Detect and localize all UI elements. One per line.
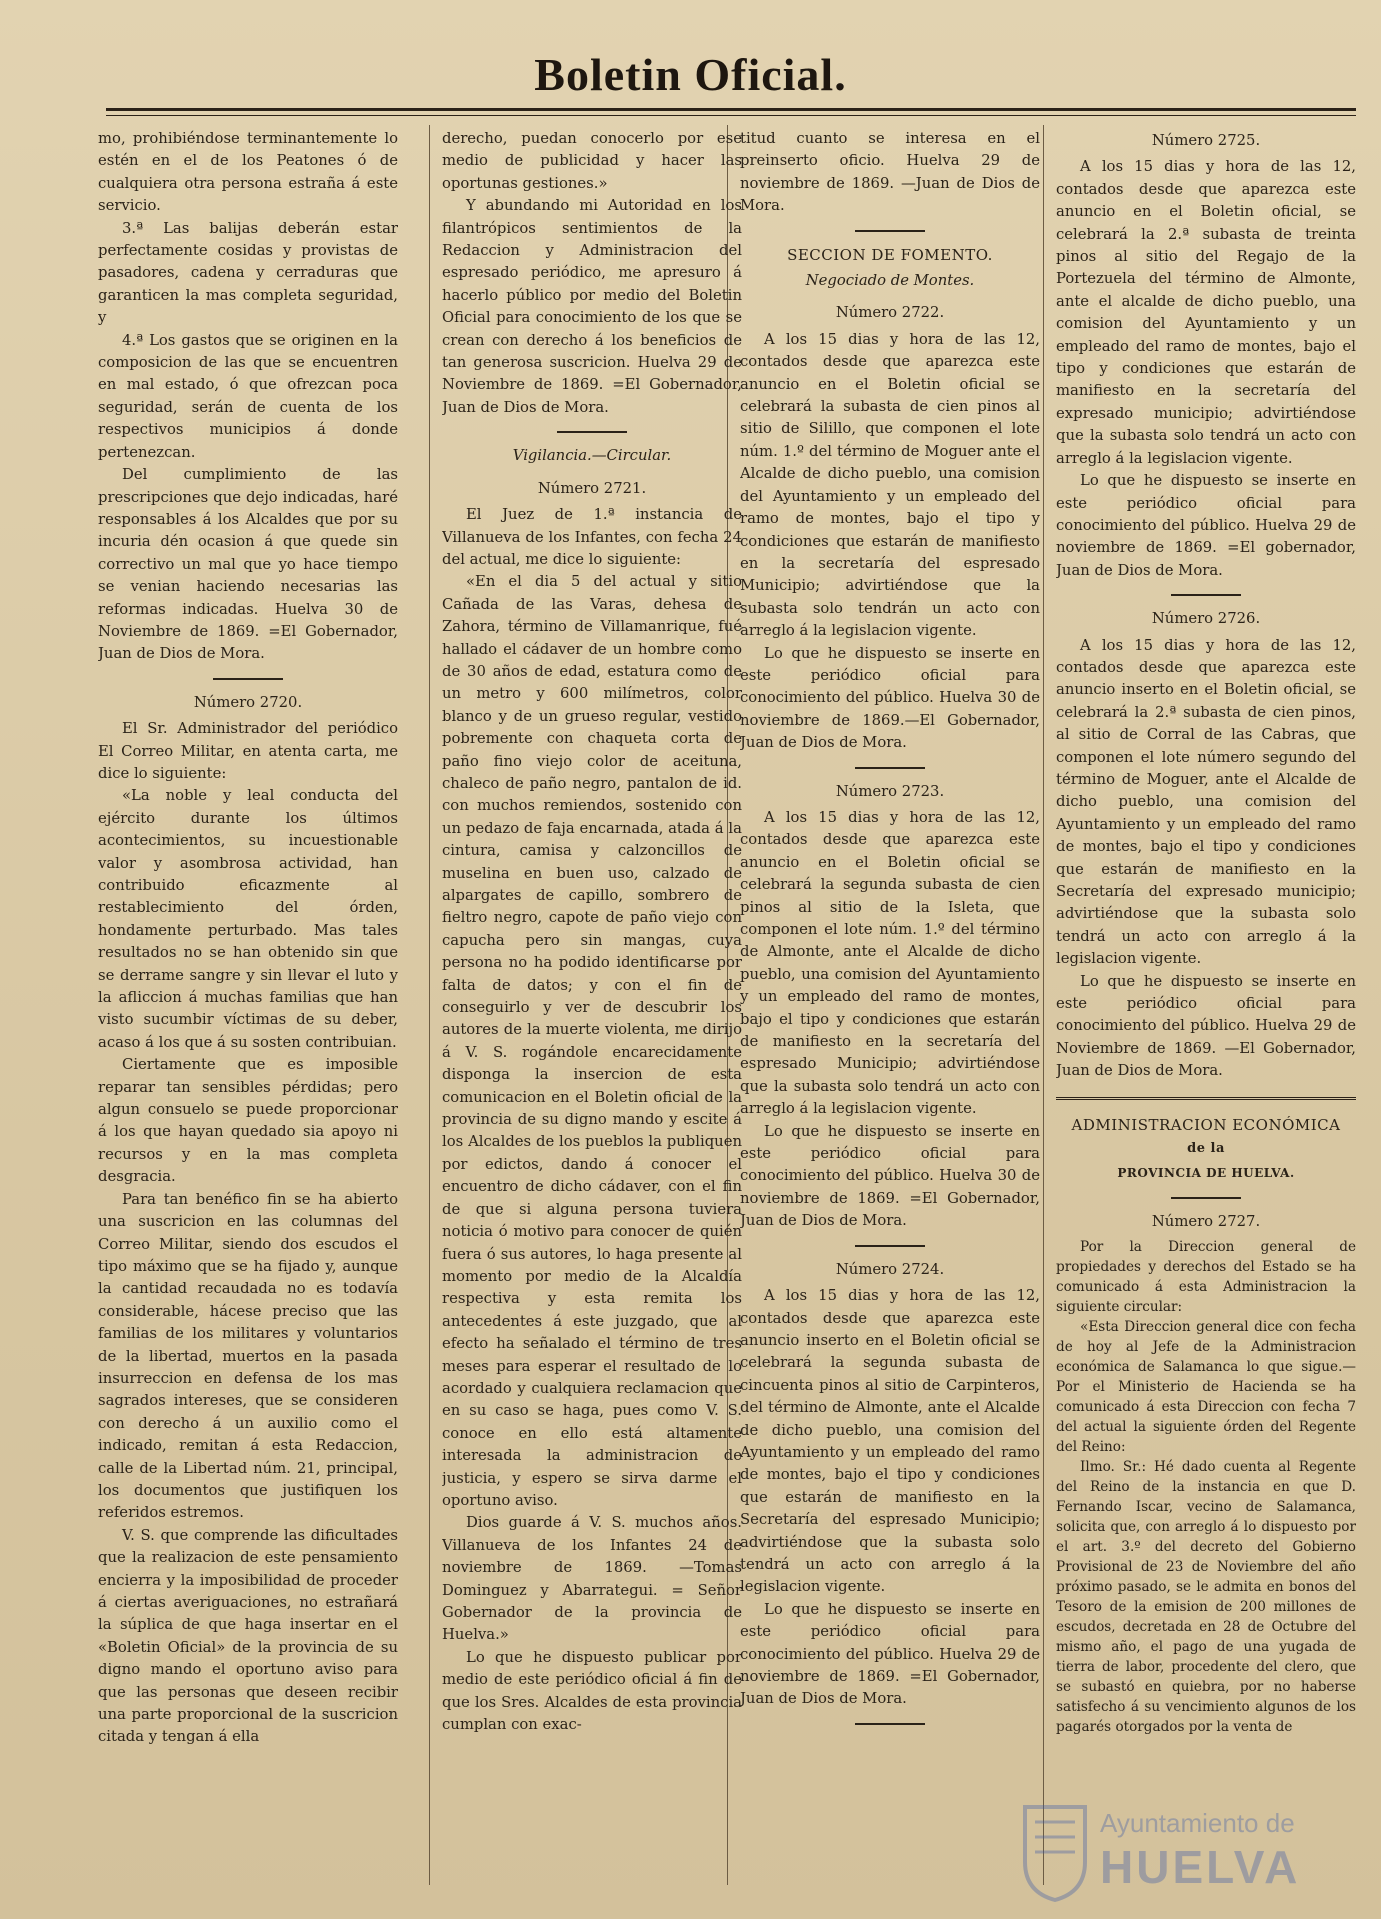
column-3 bbox=[740, 128, 1040, 1888]
separator bbox=[855, 767, 925, 769]
paragraph: A los 15 dias y hora de las 12, contados desde que aparezca este anuncio en el Boletin oficial se celebrará la segunda subasta de cien pinos al sitio de la Isleta, que componen el lote núm. 1.º del término de Almonte, ante el Alcalde de dicho pueblo, una comision del Ayuntamiento y un empleado del ramo de montes, bajo el tipo y condiciones que estarán de manifiesto en la secretaría del espresado Municipio; advirtiéndose que la subasta solo tendrá un acto con arreglo á la legislacion vigente. bbox=[740, 808, 1040, 1118]
paragraph: «En el dia 5 del actual y sitio Cañada de las Varas, dehesa de Zahora, término de Villamanrique, fué hallado el cádaver de un hombre como de 30 años de edad, estatura como de un metro y 600 milímetros, color blanco y de un grueso regular, vestido pobremente con chaqueta corta de paño fino viejo color de aceituna, chaleco de paño negro, pantalon de id. con muchos remiendos, sostenido con un pedazo de faja encarnada, atada á la cintura, camisa y calzoncillos de muselina en buen uso, calzado de alpargates de capillo, sombrero de fieltro negro, capote de paño viejo con capucha pero sin mangas, cuya persona no ha podido identificarse por falta de datos; y con el fin de conseguirlo y ver de descubrir los autores de la muerte violenta, me dirijo á V. S. rogándole encarecidamente disponga la insercion de esta comunicacion en el Boletin oficial de la provincia de su digno mando y escite á los Alcaldes de los pueblos la publiquen por edictos, dando á conocer el encuentro de dicho cádaver, con el fin de que si alguna persona tuviera noticia ó motivo para conocer de quién fuera ó sus autores, lo haga presente al momento por medio de la Alcaldía respectiva y esta remita los antecedentes á este juzgado, que al efecto ha señalado el término de tres meses para esperar el resultado de lo acordado y cualquiera reclamacion que en su caso se haga, pues como V. S. conoce en ello está altamente interesada la administracion de justicia, y espero se sirva darme el oportuno aviso. bbox=[442, 573, 742, 1509]
paragraph: V. S. que comprende las dificultades que la realizacion de este pensamiento encierra y la imposibilidad de proceder á ciertas averiguaciones, no estrañará la súplica de que haga insertar en el «Boletin Oficial» de la provincia de su digno mando el oportuno aviso para que las personas que deseen recibir una parte proporcional de la suscricion citada y tengan á ella bbox=[98, 1526, 398, 1746]
paragraph: titud cuanto se interesa en el preinserto oficio. Huelva 29 de noviembre de 1869. —Juan de Dios de Mora. bbox=[740, 130, 1040, 215]
paragraph: A los 15 dias y hora de las 12, contados desde que aparezca este anuncio en el Boletin oficial se celebrará la subasta de cien pinos al sitio de Silillo, que componen el lote núm. 1.º del término de Moguer ante el Alcalde de dicho pueblo, una comision del Ayuntamiento y un empleado del ramo de montes, bajo el tipo y condiciones que estarán de manifiesto en la secretaría del espresado Municipio; advirtiéndose que la subasta solo tendrán un acto con arreglo á la legislacion vigente. bbox=[740, 330, 1040, 640]
page-title: Boletin Oficial. bbox=[534, 49, 847, 100]
notice-number: Número 2720. bbox=[193, 693, 303, 711]
paragraph: Lo que he dispuesto se inserte en este periódico oficial para conocimiento del público. Huelva 29 de Noviembre de 1869. —El Gobernador, Juan de Dios de Mora. bbox=[1056, 972, 1356, 1080]
paragraph: Lo que he dispuesto se inserte en este periódico oficial para conocimiento del público. Huelva 29 de noviembre de 1869. =El gobernador, Juan de Dios de Mora. bbox=[1056, 472, 1356, 579]
header-rule-thin bbox=[106, 115, 1356, 116]
paragraph: Del cumplimiento de las prescripciones que dejo indicadas, haré responsables á los Alcaldes que por su incuria dén ocasion á que quede sin correctivo un mal que yo hace tiempo se venian haciendo necesarias las reformas indicadas. Huelva 30 de Noviembre de 1869. =El Gobernador, Juan de Dios de Mora. bbox=[98, 466, 398, 663]
notice-number: Número 2723. bbox=[835, 782, 945, 800]
paragraph: El Sr. Administrador del periódico El Correo Militar, en atenta carta, me dice lo siguiente: bbox=[98, 720, 398, 782]
paragraph: A los 15 dias y hora de las 12, contados desde que aparezca este anuncio inserto en el Boletin oficial se celebrará la segunda subasta de cincuenta pinos al sitio de Carpinteros, del término de Almonte, ante el Alcalde de dicho pueblo, una comision del Ayuntamiento y un empleado del ramo de montes, bajo el tipo y condiciones que estarán de manifiesto en la Secretaría del espresado Municipio; advirtiéndose que la subasta solo tendrá un acto con arreglo á la legislacion vigente. bbox=[740, 1287, 1040, 1596]
notice-number: Número 2727. bbox=[1151, 1212, 1261, 1230]
paragraph: A los 15 dias y hora de las 12, contados desde que aparezca este anuncio inserto en el Boletin oficial, se celebrará la 2.ª subasta de cien pinos, al sitio de Corral de las Cabras, que componen el lote número segundo del término de Moguer, ante el Alcalde de dicho pueblo, una comision del Ayuntamiento y un empleado del ramo de montes, bajo el tipo y condiciones que estarán de manifiesto en la Secretaría del expresado municipio; advirtiéndose que la subasta solo tendrá un acto con arreglo á la legislacion vigente. bbox=[1056, 636, 1356, 968]
watermark bbox=[1010, 1800, 1360, 1910]
notice-number: Número 2725. bbox=[1151, 132, 1261, 149]
separator bbox=[855, 1245, 925, 1247]
section-subtitle: de la bbox=[1187, 1141, 1225, 1157]
separator bbox=[1056, 1097, 1356, 1100]
paragraph: Lo que he dispuesto se inserte en este periódico oficial para conocimiento del público. Huelva 30 de noviembre de 1869.—El Gobernador, Juan de Dios de Mora. bbox=[740, 644, 1040, 752]
notice-number: Número 2721. bbox=[537, 479, 647, 497]
column-2 bbox=[442, 128, 742, 1888]
separator bbox=[1171, 594, 1241, 596]
separator bbox=[855, 230, 925, 232]
paragraph: Lo que he dispuesto se inserte en este periódico oficial para conocimiento del público. Huelva 29 de noviembre de 1869. =El Gobernador, Juan de Dios de Mora. bbox=[740, 1600, 1040, 1708]
paragraph: Lo que he dispuesto publicar por medio de este periódico oficial á fin de que los Sres. Alcaldes de esta provincia cumplan con exac- bbox=[442, 1648, 742, 1734]
paragraph: Para tan benéfico fin se ha abierto una suscricion en las columnas del Correo Militar, siendo dos escudos el tipo máximo que se ha fijado y, aunque la cantidad recaudada no es todavía considerable, hácese preciso que las familias de los militares y voluntarios de la libertad, muertos en la pasada insurreccion en defensa de los mas sagrados intereses, que se consideren con derecho á un auxilio como el indicado, remitan á esta Redaccion, calle de la Libertad núm. 21, principal, los documentos que justifiquen los referidos estremos. bbox=[98, 1190, 398, 1522]
separator bbox=[213, 678, 283, 680]
paragraph: derecho, puedan conocerlo por ese medio de publicidad y hacer las oportunas gestiones.» bbox=[442, 130, 742, 192]
column-divider bbox=[1043, 125, 1044, 1885]
separator bbox=[855, 1723, 925, 1725]
header-rule bbox=[106, 108, 1356, 111]
notice-number: Número 2724. bbox=[835, 1260, 945, 1278]
column-1 bbox=[98, 128, 398, 1888]
paragraph: El Juez de 1.ª instancia de Villanueva de los Infantes, con fecha 24 del actual, me dice lo siguiente: bbox=[442, 506, 742, 568]
section-title: ADMINISTRACION ECONÓMICA bbox=[1071, 1115, 1341, 1134]
notice-number: Número 2722. bbox=[835, 304, 945, 322]
section-title: SECCION DE FOMENTO. bbox=[787, 245, 993, 264]
paragraph: Ilmo. Sr.: Hé dado cuenta al Regente del Reino de la instancia en que D. Fernando Iscar, vecino de Salamanca, solicita que, con arreglo á lo dispuesto por el art. 3.º del decreto del Gobierno Provisional de 23 de Noviembre del año próximo pasado, se le admita en bonos del Tesoro de la emision de 200 millones de escudos, decretada en 28 de Octubre del mismo año, el pago de una yugada de tierra de labor, procedente del clero, que se subastó en quiebra, por no haberse satisfecho á su vencimiento algunos de los pagarés otorgados por la venta de bbox=[1056, 1459, 1356, 1736]
watermark-text: Ayuntamiento de bbox=[1100, 1808, 1295, 1838]
paragraph: Ciertamente que es imposible reparar tan sensibles pérdidas; pero algun consuelo se puede proporcionar á los que hayan quedado sia apoyo ni recursos y en la mas completa desgracia. bbox=[98, 1056, 398, 1186]
subsection-title: Negociado de Montes. bbox=[805, 272, 975, 290]
paragraph: 3.ª Las balijas deberán estar perfectamente cosidas y provistas de pasadores, cadena y cerraduras que garanticen la mas completa seguridad, y bbox=[98, 219, 398, 327]
paragraph: Por la Direccion general de propiedades y derechos del Estado se ha comunicado á esta Administracion la siguiente circular: bbox=[1056, 1239, 1356, 1316]
paragraph: A los 15 dias y hora de las 12, contados desde que aparezca este anuncio en el Boletin oficial, se celebrará la 2.ª subasta de treinta pinos al sitio del Regajo de la Portezuela del término de Almonte, ante el alcalde de dicho pueblo, una comision del Ayuntamiento y un empleado del ramo de montes, bajo el tipo y condiciones que estarán de manifiesto en la secretaría del expresado municipio; advirtiéndose que la subasta solo tendrá un acto con arreglo á la legislacion vigente. bbox=[1056, 158, 1356, 467]
separator bbox=[557, 431, 627, 433]
section-title: Vigilancia.—Circular. bbox=[512, 447, 672, 465]
paragraph: Dios guarde á V. S. muchos años. Villanueva de los Infantes 24 de noviembre de 1869. —Tomas Dominguez y Abarrategui. = Señor Gobernador de la provincia de Huelva.» bbox=[442, 1514, 742, 1644]
paragraph: Y abundando mi Autoridad en los filantrópicos sentimientos de la Redaccion y Administracion del espresado periódico, me apresuro á hacerlo público por medio del Boletin Oficial para conocimiento de los que se crean con derecho á los beneficios de tan generosa suscricion. Huelva 29 de Noviembre de 1869. =El Gobernador, Juan de Dios de Mora. bbox=[442, 197, 742, 416]
paragraph: 4.ª Los gastos que se originen en la composicion de las que se encuentren en mal estado, ó que ofrezcan poca seguridad, serán de cuenta de los respectivos municipios á donde pertenezcan. bbox=[98, 331, 398, 461]
shield-icon bbox=[1020, 1802, 1090, 1902]
column-4 bbox=[1056, 128, 1356, 1888]
paragraph: Lo que he dispuesto se inserte en este periódico oficial para conocimiento del público. Huelva 30 de noviembre de 1869. =El Gobernador, Juan de Dios de Mora. bbox=[740, 1122, 1040, 1230]
watermark-text: HUELVA bbox=[1100, 1841, 1301, 1893]
masthead bbox=[0, 48, 1381, 101]
notice-number: Número 2726. bbox=[1151, 610, 1261, 628]
separator bbox=[1171, 1197, 1241, 1199]
paragraph: mo, prohibiéndose terminantemente lo estén en el de los Peatones ó de cualquiera otra persona estraña á este servicio. bbox=[98, 130, 398, 215]
section-subtitle: PROVINCIA DE HUELVA. bbox=[1117, 1166, 1295, 1181]
paragraph: «La noble y leal conducta del ejército durante los últimos acontecimientos, su incuestionable valor y asombrosa actividad, han contribuido eficazmente al restablecimiento del órden, hondamente perturbado. Mas tales resultados no se han obtenido sin que se derrame sangre y sin llevar el luto y la afliccion á muchas familias que han visto sucumbir víctimas de su deber, acaso á los que á su sosten contribuian. bbox=[98, 787, 398, 1051]
paragraph: «Esta Direccion general dice con fecha de hoy al Jefe de la Administracion económica de Salamanca lo que sigue.—Por el Ministerio de Hacienda se ha comunicado á esta Direccion con fecha 7 del actual la siguiente órden del Regente del Reino: bbox=[1056, 1319, 1356, 1456]
column-divider bbox=[429, 125, 430, 1885]
